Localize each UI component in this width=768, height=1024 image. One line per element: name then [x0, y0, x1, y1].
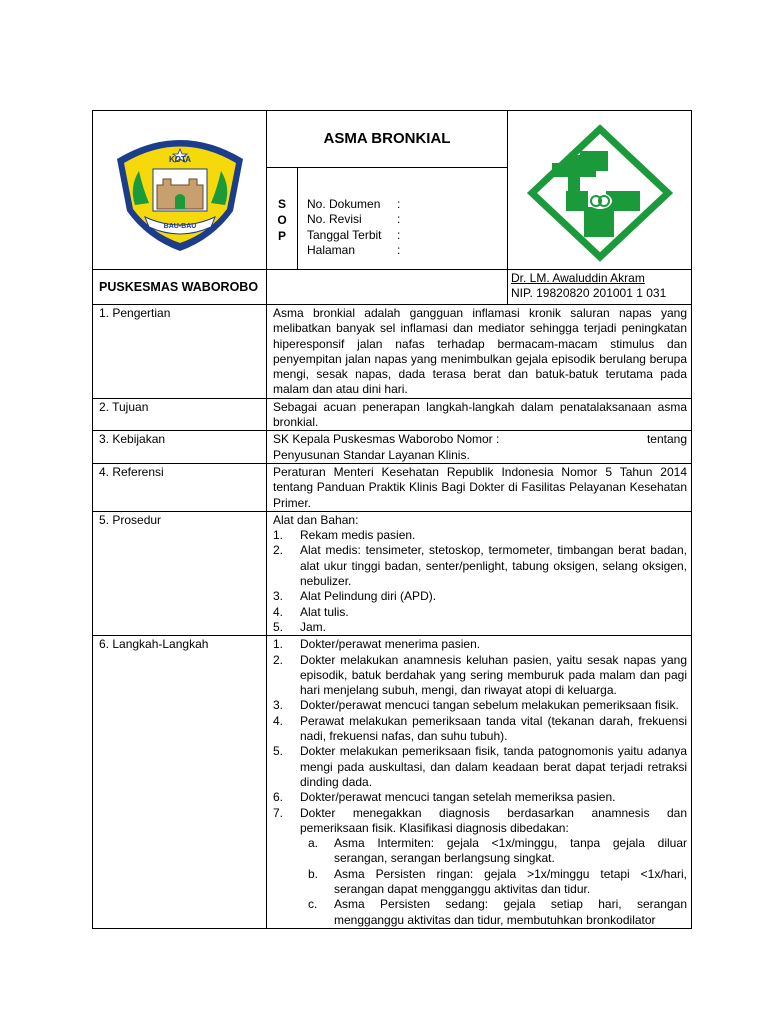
field-separator: :: [397, 227, 401, 242]
section-label-referensi: 4. Referensi: [93, 463, 267, 511]
list-text: Alat tulis.: [300, 604, 349, 619]
langkah-item: [273, 653, 687, 699]
emblem-top-text: KOTA: [168, 155, 192, 164]
langkah-item: [273, 698, 687, 713]
puskesmas-logo-cell: [508, 111, 692, 270]
prosedur-heading: Alat dan Bahan:: [273, 512, 359, 527]
prosedur-item: [273, 605, 687, 620]
prosedur-item: [273, 528, 687, 543]
kota-baubau-emblem-icon: [93, 111, 267, 264]
langkah-subitem: [300, 836, 687, 867]
sop-letter: S: [277, 196, 286, 211]
puskesmas-cross-logo-icon: [508, 111, 692, 264]
section-label-langkah: 6. Langkah-Langkah: [93, 636, 267, 929]
section-label-tujuan: 2. Tujuan: [93, 398, 267, 431]
langkah-item: [273, 744, 687, 790]
kebijakan-line-1: SK Kepala Puskesmas Waborobo Nomor :: [273, 432, 500, 447]
section-label-prosedur: 5. Prosedur: [93, 511, 267, 635]
list-text: Rekam medis pasien.: [300, 528, 416, 543]
sop-letter: P: [277, 228, 286, 243]
field-label-no-revisi: No. Revisi: [307, 212, 362, 227]
list-number: 5.: [273, 744, 284, 759]
langkah-item: [273, 806, 687, 837]
list-number: 4.: [273, 713, 284, 728]
field-label-halaman: Halaman: [307, 243, 356, 258]
document-fields: [307, 197, 400, 259]
field-label-no-dokumen: No. Dokumen: [307, 196, 381, 211]
list-text: Dokter menegakkan diagnosis berdasarkan anamnesis dan pemeriksaan fisik. Klasifikasi diagnosis dibedakan:: [300, 805, 687, 835]
field-separator: :: [397, 243, 401, 258]
list-number: 1.: [273, 528, 284, 543]
emblem-bottom-text: BAU-BAU: [163, 223, 197, 230]
list-text: Dokter melakukan pemeriksaan fisik, tanda patognomonis yaitu adanya mengi pada auskultasi, dan dalam keadaan berat dapat terjadi retraksi dinding dada.: [300, 744, 687, 789]
sop-label: [275, 196, 289, 244]
field-row: [307, 243, 400, 259]
field-separator: :: [397, 212, 401, 227]
list-number: 5.: [273, 619, 284, 634]
section-text-pengertian: Asma bronkial adalah gangguan inflamasi kronik saluran napas yang melibatkan banyak sel inflamasi dan mediator sehingga terjadi peningkatan hiperesponsif jalan nafas terhadap bermacam-macam stimulus dan penyempitan jalan napas yang menimbulkan gejala episodik berulang berupa mengi, sesak napas, dada terasa berat dan batuk-batuk terutama pada malam dan atau dini hari.: [267, 305, 692, 399]
section-body-langkah: [267, 636, 692, 929]
list-text: Asma Persisten ringan: gejala >1x/minggu tetapi <1x/hari, serangan dapat mengganggu aktivitas dan tidur.: [334, 866, 687, 896]
document-control-cell: [267, 167, 508, 269]
list-number: 3.: [273, 589, 284, 604]
list-text: Dokter/perawat mencuci tangan sebelum melakukan pemeriksaan fisik.: [300, 698, 679, 713]
field-row: [307, 228, 400, 244]
sop-divider: [297, 168, 298, 269]
list-text: Alat Pelindung diri (APD).: [300, 589, 437, 604]
field-label-tanggal-terbit: Tanggal Terbit: [307, 227, 382, 242]
langkah-subitem: [300, 897, 687, 928]
list-text: Alat medis: tensimeter, stetoskop, termometer, timbangan berat badan, alat ukur tinggi badan, senter/penlight, tabung oksigen, selang oksigen, nebulizer.: [300, 543, 687, 589]
sop-letter: O: [277, 212, 287, 227]
list-number: 7.: [273, 805, 284, 820]
field-separator: :: [397, 196, 401, 211]
list-number: a.: [308, 836, 319, 851]
sop-table: [92, 110, 692, 929]
list-text: Dokter/perawat mencuci tangan setelah memeriksa pasien.: [300, 790, 616, 805]
list-number: 2.: [273, 652, 284, 667]
langkah-item: [273, 790, 687, 805]
list-number: 6.: [273, 790, 284, 805]
signatory-name: Dr. LM. Awaluddin Akram: [511, 271, 645, 285]
document-title: ASMA BRONKIAL: [267, 111, 508, 168]
section-text-tujuan: Sebagai acuan penerapan langkah-langkah dalam penatalaksanaan asma bronkial.: [267, 398, 692, 431]
langkah-sublist: [273, 836, 687, 928]
list-text: Asma Persisten sedang: gejala setiap hari, serangan mengganggu aktivitas dan tidur, membutuhkan bronkodilator: [334, 897, 687, 927]
list-text: Dokter/perawat menerima pasien.: [300, 637, 481, 652]
section-text-referensi: Peraturan Menteri Kesehatan Republik Indonesia Nomor 5 Tahun 2014 tentang Panduan Praktik Klinis Bagi Dokter di Fasilitas Pelayanan Kesehatan Primer.: [267, 463, 692, 511]
puskesmas-name: PUSKESMAS WABOROBO: [93, 270, 267, 305]
signatory-nip: NIP. 19820820 201001 1 031: [511, 286, 667, 300]
field-row: [307, 212, 400, 228]
prosedur-item: [273, 620, 687, 635]
langkah-subitem: [300, 867, 687, 898]
list-number: 4.: [273, 604, 284, 619]
list-text: Jam.: [300, 619, 327, 634]
section-label-kebijakan: 3. Kebijakan: [93, 431, 267, 464]
kebijakan-line-2: Penyusunan Standar Layanan Klinis.: [273, 447, 470, 462]
list-number: 2.: [273, 543, 284, 558]
list-number: 1.: [273, 637, 284, 652]
kebijakan-tentang: tentang: [646, 432, 687, 447]
list-number: 3.: [273, 698, 284, 713]
list-number: c.: [308, 897, 318, 912]
langkah-item: [273, 637, 687, 652]
list-number: b.: [308, 866, 319, 881]
prosedur-item: [273, 543, 687, 589]
field-row: [307, 197, 400, 213]
langkah-item: [273, 714, 687, 745]
langkah-list: [273, 637, 687, 836]
section-label-pengertian: 1. Pengertian: [93, 305, 267, 399]
list-text: Perawat melakukan pemeriksaan tanda vital (tekanan darah, frekuensi nadi, frekuensi nafas, dan suhu tubuh).: [300, 713, 687, 744]
list-text: Dokter melakukan anamnesis keluhan pasien, yaitu sesak napas yang episodik, batuk berdahak yang sering memburuk pada malam dan pagi hari menjelang subuh, mengi, dan riwayat atopi di keluarga.: [300, 652, 687, 698]
prosedur-item: [273, 589, 687, 604]
section-text-kebijakan: [267, 431, 692, 464]
list-text: Asma Intermiten: gejala <1x/minggu, tanpa gejala diluar serangan, serangan berlangsung singkat.: [334, 836, 687, 866]
section-body-prosedur: [267, 511, 692, 635]
city-logo-cell: [93, 111, 267, 270]
signatory-block: [508, 270, 692, 305]
prosedur-list: [273, 528, 687, 635]
